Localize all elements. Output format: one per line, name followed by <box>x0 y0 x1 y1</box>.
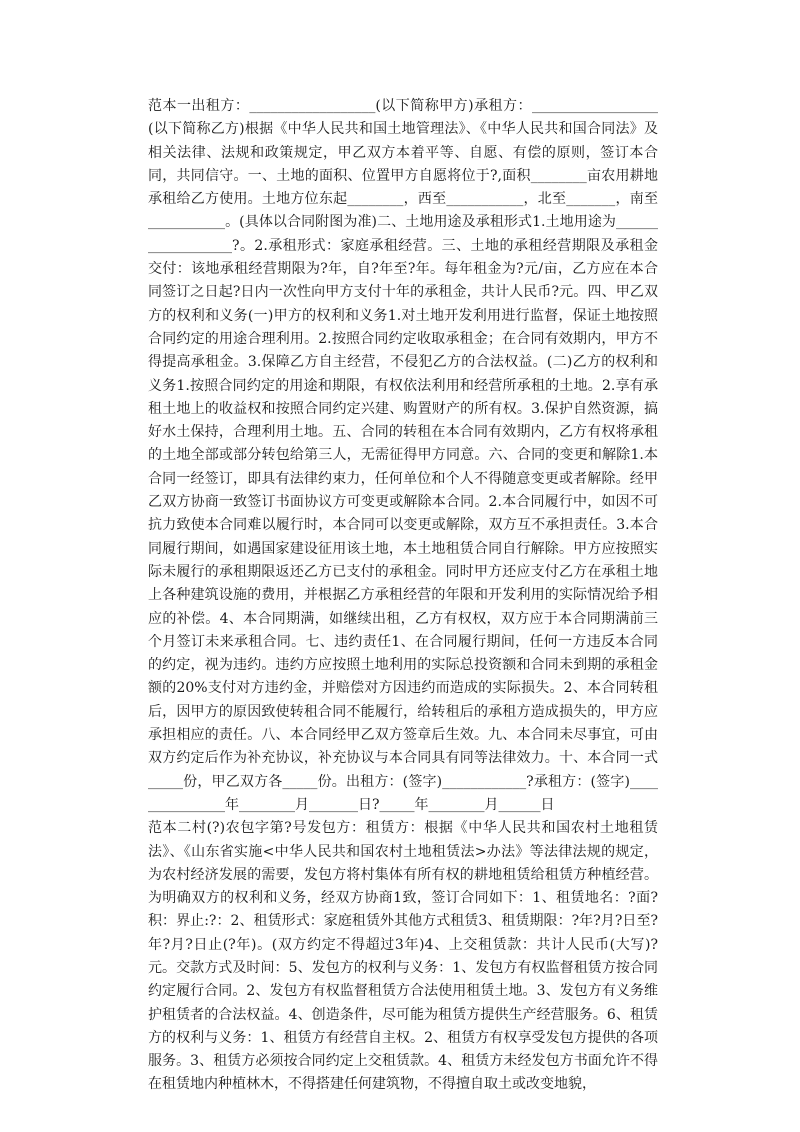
contract-text <box>148 95 658 1097</box>
contract-template-two: 范本二村(?)农包字第?号发包方：租赁方：根据《中华人民共和国农村土地租赁法》、《山东省实施<中华人民共和国农村土地租赁法>办法》等法律法规的规定，为农村经济发展的需要，发包方将村集体有所有权的耕地租赁给租赁方种植经营。为明确双方的权利和义务，经双方协商1致，签订合同如下：1、租赁地名：?面?积：界止:?：2、租赁形式：家庭租赁外其他方式租赁3、租赁期限：?年?月?日至?年?月?日止(?年)。(双方约定不得超过3年)4、上交租赁款：共计人民币(大写)?元。交款方式及时间：5、发包方的权利与义务：1、发包方有权监督租赁方按合同约定履行合同。2、发包方有权监督租赁方合法使用租赁土地。3、发包方有义务维护租赁者的合法权益。4、创造条件，尽可能为租赁方提供生产经营服务。6、租赁方的权利与义务：1、租赁方有经营自主权。2、租赁方有权享受发包方提供的各项服务。3、租赁方必须按合同约定上交租赁款。4、租赁方未经发包方书面允许不得在租赁地内种植林木，不得搭建任何建筑物，不得擅自取土或改变地貌， <box>148 820 658 1093</box>
contract-template-one: 范本一出租方：__________________(以下简称甲方)承租方：__________________(以下简称乙方)根据《中华人民共和国土地管理法》、《中华人民共和国合同法》及相关法律、法规和政策规定，甲乙双方本着平等、自愿、有偿的原则，签订本合同，共同信守。一、土地的面积、位置甲方自愿将位于?,面积________亩农用耕地承租给乙方使用。土地方位东起________，西至___________，北至_______，南至___________。(具体以合同附图为准)二、土地用途及承租形式1.土地用途为__________________?。2.承租形式：家庭承租经营。三、土地的承租经营期限及承租金交付：该地承租经营期限为?年，自?年至?年。每年租金为?元/亩，乙方应在本合同签订之日起?日内一次性向甲方支付十年的承租金，共计人民币?元。四、甲乙双方的权利和义务(一)甲方的权利和义务1.对土地开发利用进行监督，保证土地按照合同约定的用途合理利用。2.按照合同约定收取承租金；在合同有效期内，甲方不得提高承租金。3.保障乙方自主经营，不侵犯乙方的合法权益。(二)乙方的权利和义务1.按照合同约定的用途和期限，有权依法利用和经营所承租的土地。2.享有承租土地上的收益权和按照合同约定兴建、购置财产的所有权。3.保护自然资源，搞好水土保持，合理利用土地。五、合同的转租在本合同有效期内，乙方有权将承租的土地全部或部分转包给第三人，无需征得甲方同意。六、合同的变更和解除1.本合同一经签订，即具有法律约束力，任何单位和个人不得随意变更或者解除。经甲乙双方协商一致签订书面协议方可变更或解除本合同。2.本合同履行中，如因不可抗力致使本合同难以履行时，本合同可以变更或解除，双方互不承担责任。3.本合同履行期间，如遇国家建设征用该土地，本土地租赁合同自行解除。甲方应按照实际未履行的承租期限返还乙方已支付的承租金。同时甲方还应支付乙方在承租土地上各种建筑设施的费用，并根据乙方承租经营的年限和开发利用的实际情况给予相应的补偿。4、本合同期满，如继续出租，乙方有权权，双方应于本合同期满前三个月签订未来承租合同。七、违约责任1、在合同履行期间，任何一方违反本合同的约定，视为违约。违约方应按照土地利用的实际总投资额和合同未到期的承租金额的20%支付对方违约金，并赔偿对方因违约而造成的实际损失。2、本合同转租后，因甲方的原因致使转租合同不能履行，给转租后的承租方造成损失的，甲方应承担相应的责任。八、本合同经甲乙双方签章后生效。九、本合同未尽事宜，可由双方约定后作为补充协议，补充协议与本合同具有同等法律效力。十、本合同一式_____份，甲乙双方各_____份。出租方：(签字)____________?承租方：(签字)_______________年________月_______日?_____年________月______日 <box>148 98 658 813</box>
